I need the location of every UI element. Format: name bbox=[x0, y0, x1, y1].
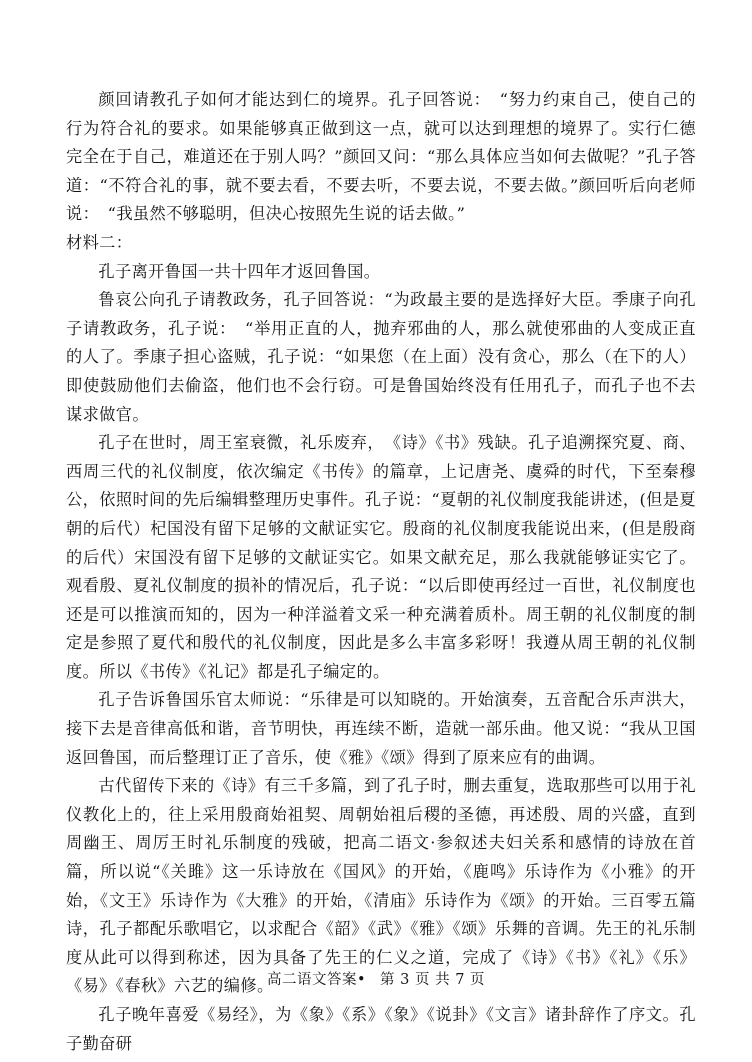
paragraph-rites: 孔子在世时，周王室衰微，礼乐废弃， 《诗》《书》残缺。孔子追溯探究夏、商、西周三代的礼仪制度，依次编定《书传》的篇章，上记唐尧、虞舜的时代，下至秦穆公，依照时间的先后编辑整理历史事件。孔子说：“夏朝的礼仪制度我能讲述，(但是夏朝的后代）杞国没有留下足够的文献证实它。殷商的礼仪制度我能说出来，(但是殷商的后代）宋国没有留下足够的文献证实它。如果文献充足，那么我就能够证实它了。观看殷、夏礼仪制度的损补的情况后，孔子说：“以后即使再经过一百世，礼仪制度也还是可以推演而知的，因为一种洋溢着文采一种充满着质朴。周王朝的礼仪制度的制定是参照了夏代和殷代的礼仪制度，因此是多么丰富多彩呀！我遵从周王朝的礼仪制度。所以《书传》《礼记》都是孔子编定的。 bbox=[66, 433, 696, 681]
paragraph-return-to-lu: 孔子离开鲁国一共十四年才返回鲁国。 bbox=[98, 261, 381, 281]
paragraph-yan-hui: 颜回请教孔子如何才能达到仁的境界。孔子回答说： “努力约束自己，使自己的行为符合礼的要求。如果能够真正做到这一点，就可以达到理想的境界了。实行仁德完全在于自己，难道还在于别人吗？”颜回又问：“那么具体应当如何去做呢？”孔子答道：“不符合礼的事，就不要去看，不要去听，不要去说，不要去做。”颜回听后向老师说： “我虽然不够聪明，但决心按照先生说的话去做。” bbox=[66, 90, 696, 224]
paragraph-governance: 鲁哀公向孔子请教政务，孔子回答说：“为政最主要的是选择好大臣。季康子向孔子请教政务，孔子说： “举用正直的人，抛弃邪曲的人，那么就使邪曲的人变成正直的人了。季康子担心盗贼，孔子说：“如果您（在上面）没有贪心，那么（在下的人）即使鼓励他们去偷盗，他们也不会行窃。可是鲁国始终没有任用孔子，而孔子也不去谋求做官。 bbox=[66, 290, 696, 424]
page-footer bbox=[0, 970, 752, 990]
document-body bbox=[66, 86, 696, 1058]
footer-page-number: 第 3 页 共 7 页 bbox=[380, 972, 486, 988]
section-heading-material-two: 材料二： bbox=[66, 232, 133, 252]
paragraph-poetry: 古代留传下来的《诗》有三千多篇，到了孔子时，删去重复，选取那些可以用于礼仪教化上的，往上采用殷商始祖契、周朝始祖后稷的圣德，再述殷、周的兴盛，直到周幽王、周厉王时礼乐制度的残破，把高二语文·参叙述夫妇关系和感情的诗放在首篇，所以说“《关雎》这一乐诗放在《国风》的开始，《鹿鸣》乐诗作为《小雅》的开始，《文王》乐诗作为《大雅》的开始，《清庙》乐诗作为《颂》的开始。三百零五篇诗，孔子都配乐歌唱它，以求配合《韶》《武》《雅》《颂》乐舞的音调。先王的礼乐制度从此可以得到称述，因为具备了先王的仁义之道，完成了《诗》《书》《礼》《乐》《易》《春秋》六艺的编修。 bbox=[66, 776, 696, 996]
paragraph-music: 孔子告诉鲁国乐官太师说：“乐律是可以知晓的。开始演奏，五音配合乐声洪大，接下去是音律高低和谐，音节明快，再连续不断，造就一部乐曲。他又说：“我从卫国返回鲁国，而后整理订正了音乐，使《雅》《颂》得到了原来应有的曲调。 bbox=[66, 690, 696, 767]
paragraph-yijing: 孔子晚年喜爱《易经》，为《象》《系》《象》《说卦》《文言》诸卦辞作了序文。孔子勤奋研 bbox=[66, 1005, 696, 1053]
footer-doc-label: 高二语文答案• bbox=[266, 972, 367, 988]
